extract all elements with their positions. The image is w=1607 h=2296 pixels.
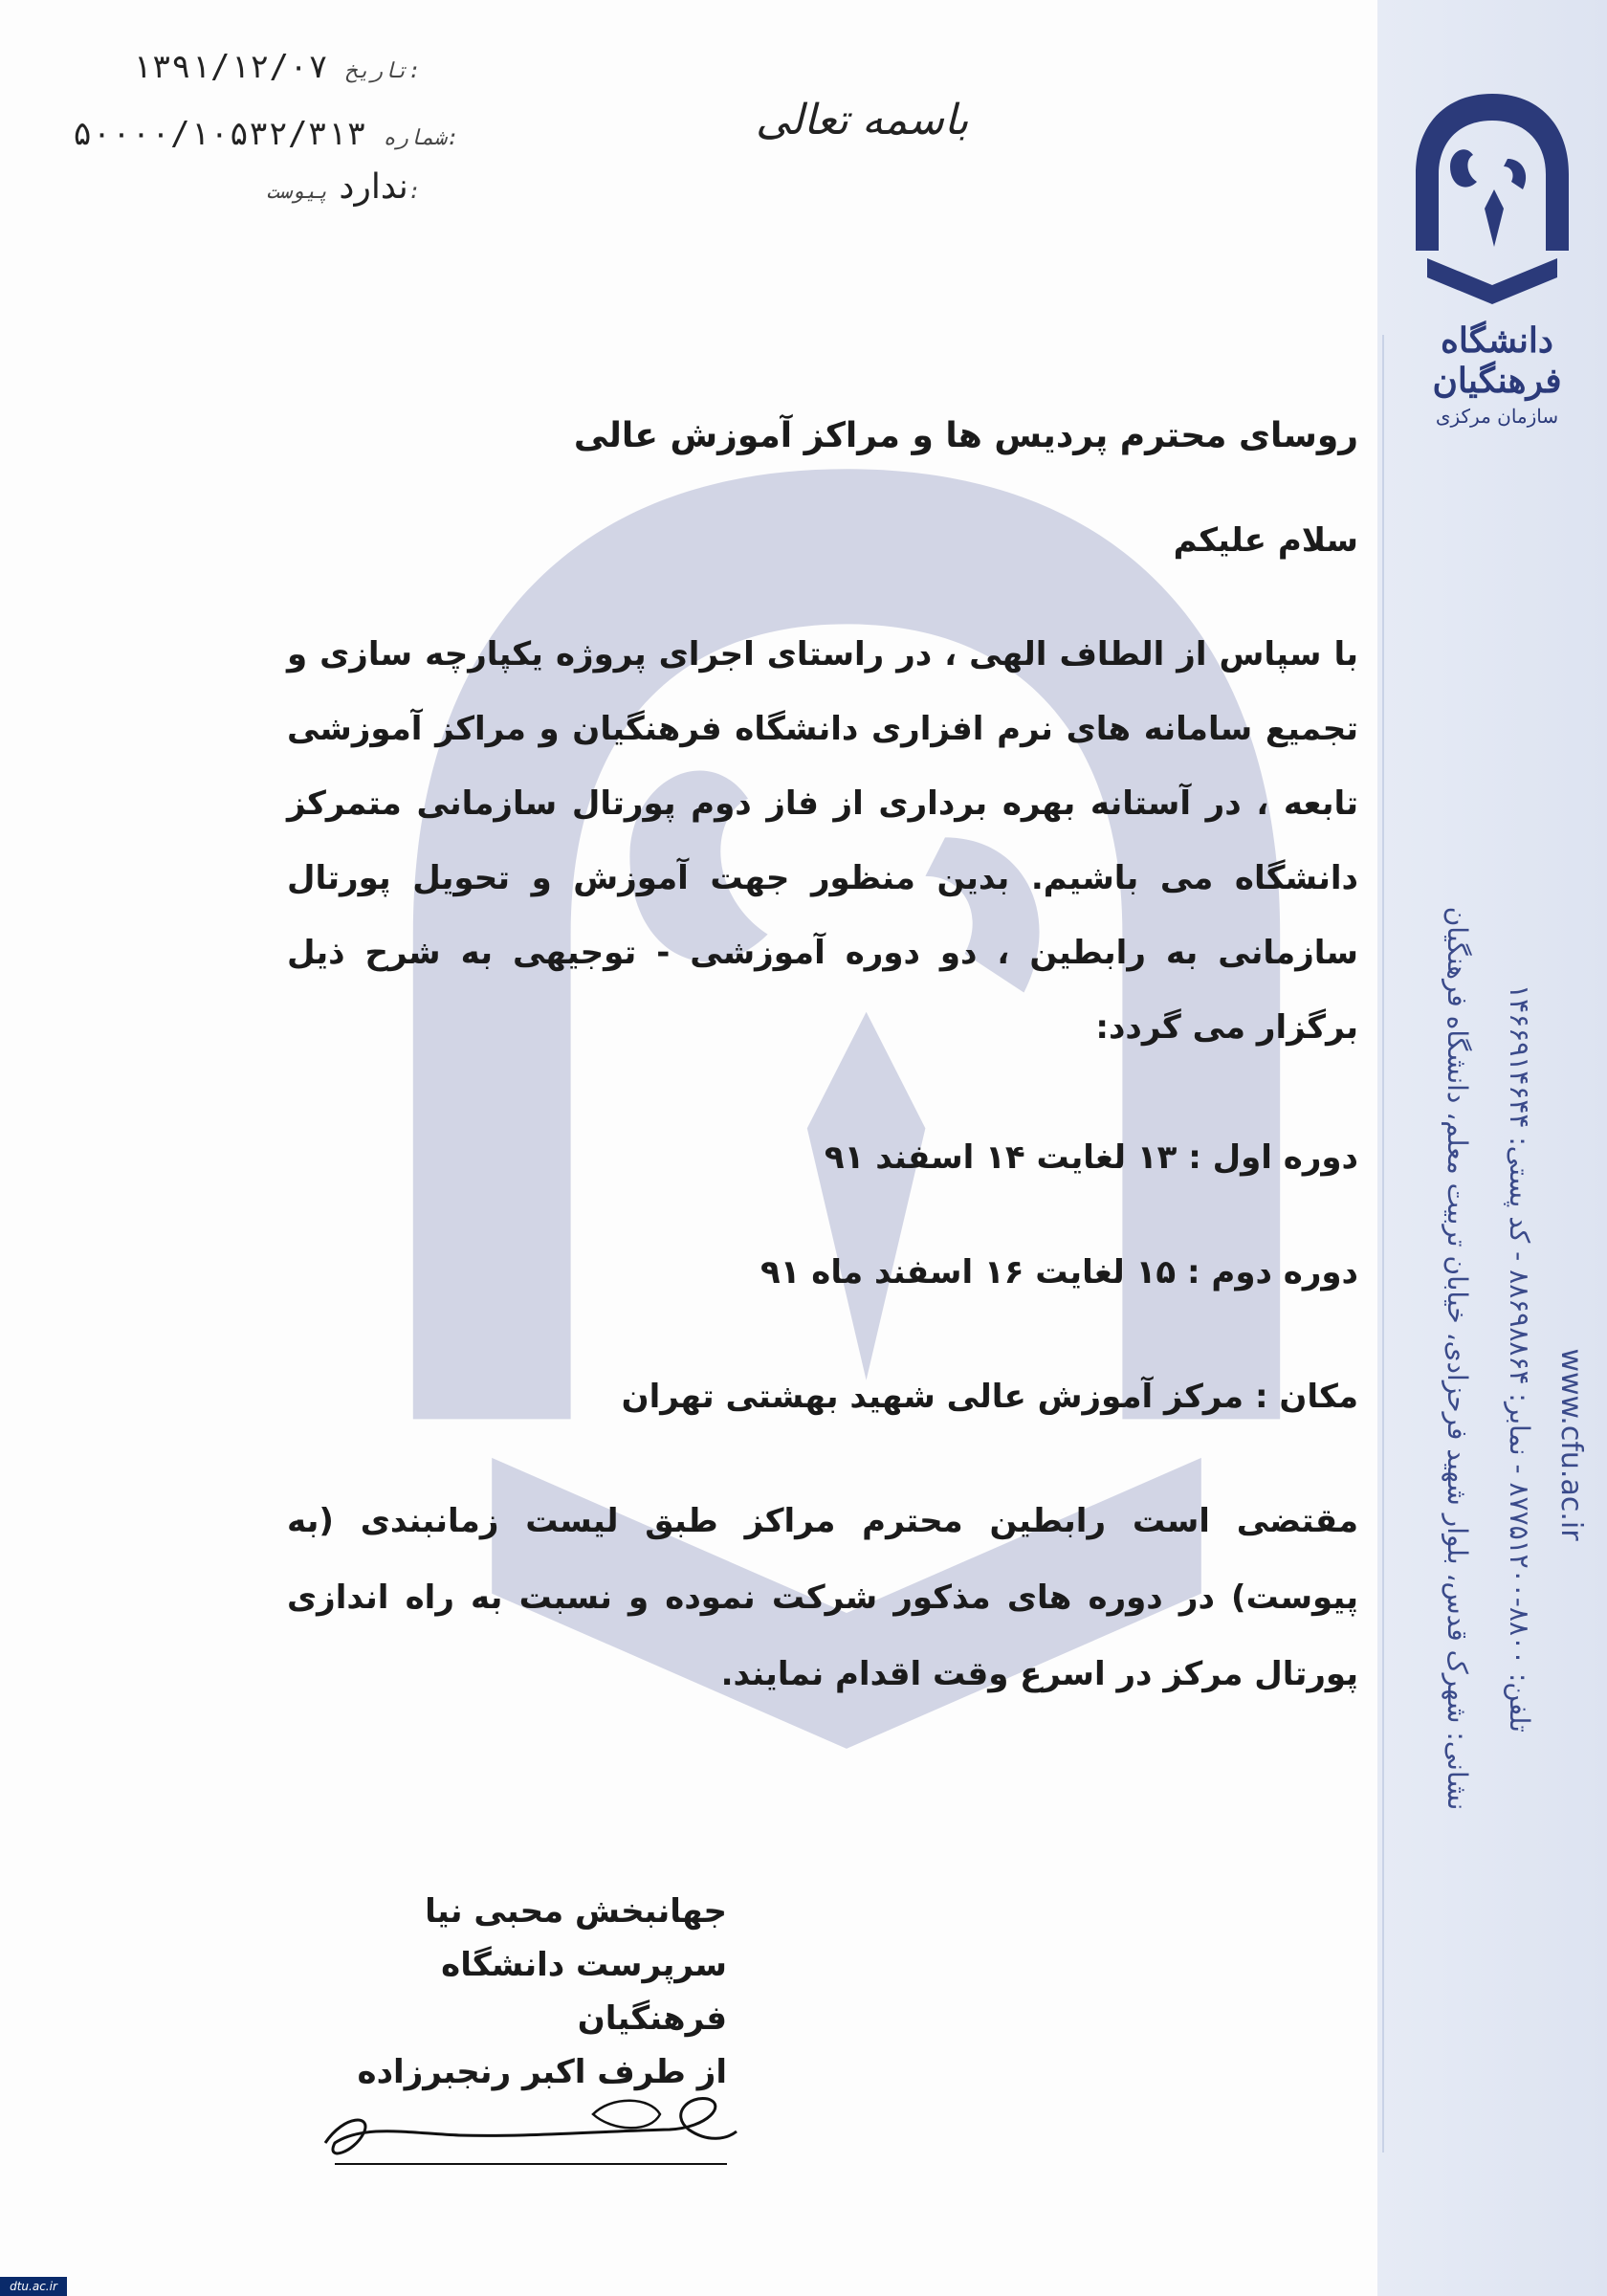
letter-meta	[57, 48, 459, 230]
sidebar-website: www.cfu.ac.ir	[1554, 1348, 1588, 1541]
signer-on-behalf: از طرف اکبر رنجبرزاده	[357, 2053, 727, 2091]
handwritten-signature-icon	[306, 2076, 746, 2181]
number-label: شماره:	[383, 126, 459, 150]
attachment-label: پیوست:	[266, 180, 421, 204]
addressee: روسای محترم پردیس ها و مراکز آموزش عالی	[573, 416, 1358, 455]
course-2: دوره دوم : ۱۵ لغایت ۱۶ اسفند ماه ۹۱	[759, 1253, 1358, 1292]
signer-title: سرپرست دانشگاه فرهنگیان	[441, 1946, 727, 2038]
closing-paragraph: مقتضی است رابطین محترم مراکز طبق لیست زمانبندی (به پیوست) در دوره های مذکور شرکت نموده و نسبت به راه اندازی پورتال مرکز در اسرع وقت اقدام نمایند.	[287, 1502, 1358, 1693]
attachment-row	[259, 167, 421, 207]
number-value: ۵۰۰۰۰/۱۰۵۳۲/۳۱۳	[72, 115, 366, 153]
date-row	[132, 48, 421, 86]
course-1: دوره اول : ۱۳ لغایت ۱۴ اسفند ۹۱	[824, 1138, 1358, 1177]
attachment-value: ندارد	[339, 167, 408, 207]
location: مکان : مرکز آموزش عالی شهید بهشتی تهران	[621, 1378, 1358, 1416]
signer-name: جهانبخش محبی نیا	[425, 1892, 727, 1931]
date-value: ۱۳۹۱/۱۲/۰۷	[132, 48, 328, 86]
university-emblem-icon	[1397, 86, 1588, 316]
sidebar-address: نشانی: شهرک قدس، بلوار شهید فرحزادی، خیابان تربیت معلم، دانشگاه فرهنگیان	[1442, 906, 1473, 1811]
invocation: باسمه تعالی	[756, 96, 969, 144]
sidebar-divider	[1382, 335, 1384, 2152]
date-label: تاریخ:	[344, 59, 421, 83]
number-row	[73, 115, 459, 153]
logo-text	[1406, 320, 1588, 428]
corner-tag: dtu.ac.ir	[0, 2277, 67, 2296]
body-paragraph: با سپاس از الطاف الهی ، در راستای اجرای پروژه یکپارچه سازی و تجمیع سامانه های نرم افزاری دانشگاه فرهنگیان و مراکز آموزشی تابعه ، در آستانه بهره برداری از فاز دوم پورتال سازمانی متمرکز دانشگاه می باشیم. بدین منظور جهت آموزش و تحویل پورتال سازمانی به رابطین ، دو دوره آموزشی - توجیهی به شرح ذیل برگزار می گردد:	[287, 635, 1358, 1047]
sidebar-contacts: تلفن: ۸۸۰۰-۸۷۷۵۱۲۰۰ - نمابر: ۸۸۶۹۸۸۶۴ - کد پستی: ۱۴۶۶۹۱۴۶۴۴	[1504, 984, 1535, 1733]
greeting: سلام علیکم	[1173, 521, 1358, 560]
logo-subtitle: سازمان مرکزی	[1435, 405, 1559, 428]
signature-block	[287, 1885, 727, 2099]
logo-name: دانشگاه فرهنگیان	[1432, 320, 1562, 401]
